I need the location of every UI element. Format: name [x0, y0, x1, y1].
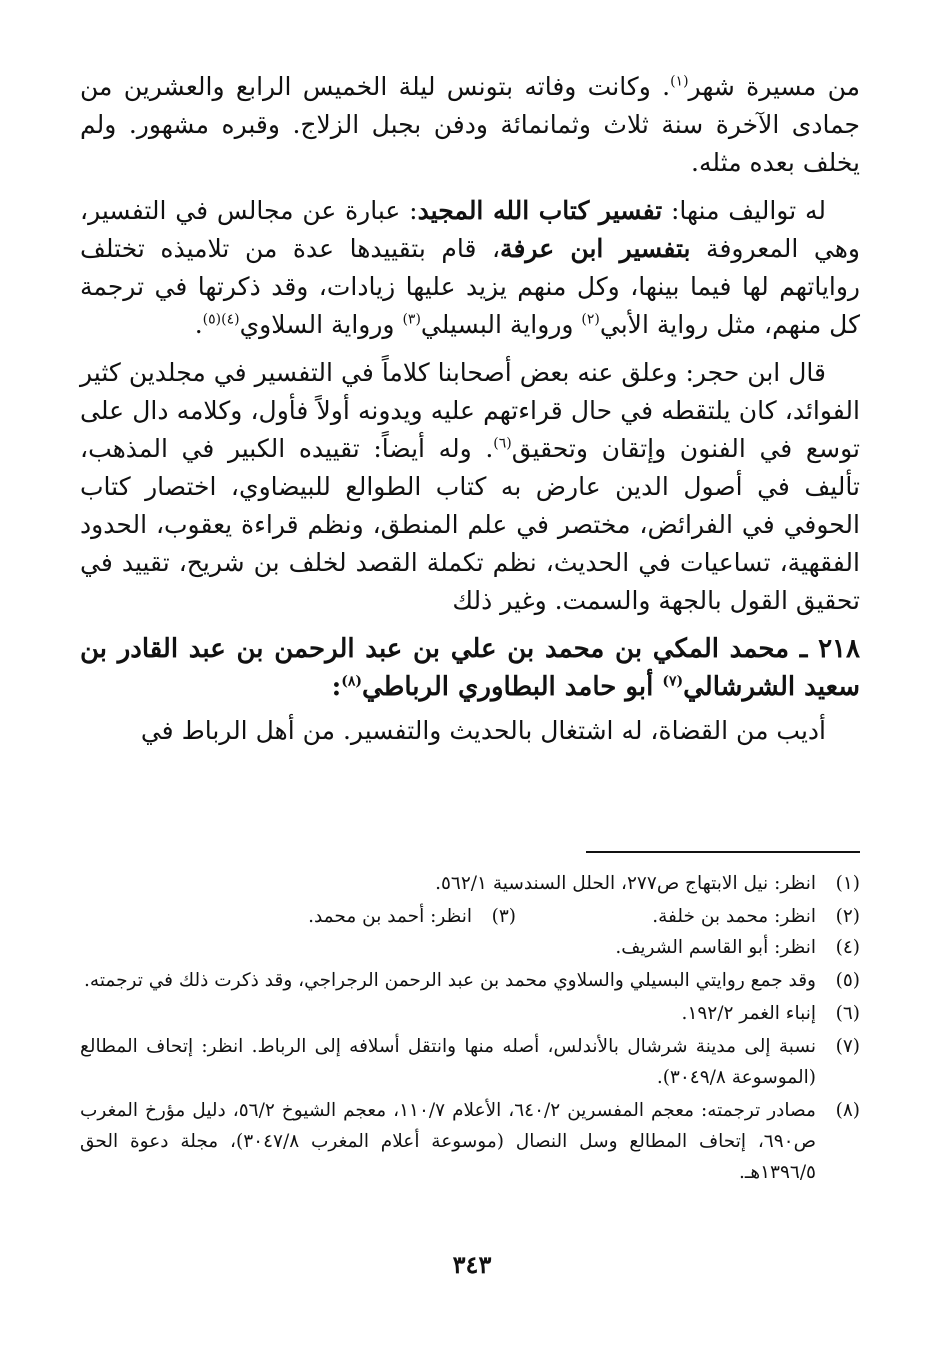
footnote-number: (٨) — [835, 1100, 860, 1121]
paragraph-1 — [80, 68, 860, 182]
text-run: ورواية السلاوي — [239, 310, 403, 339]
footnote-ref-2[interactable]: (٢) — [581, 311, 600, 328]
text-run: . وله أيضاً: تقييده الكبير في المذهب، تأليف في أصول الدين عارض به كتاب الطوالع للبيضاوي، اختصار كتاب الحوفي في الفرائض، مختصر في علم المنطق، ونظم قراءة يعقوب، الحدود الفقهية، تساعيات في الحديث، نظم تكملة القصد لخلف بن شريح، تقييد في تحقيق القول بالجهة والسمت. وغير ذلك — [80, 434, 860, 615]
text-run: ٢١٨ ـ محمد المكي بن محمد بن علي بن عبد الرحمن بن عبد القادر بن سعيد الشرشالي — [80, 634, 860, 702]
text-run: ورواية البسيلي — [420, 310, 582, 339]
footnote-text: انظر: محمد بن خلفة. — [652, 906, 816, 927]
text-run: أبو حامد البطاوري الرباطي — [361, 672, 663, 702]
text-run: له تواليف منها: — [662, 196, 826, 225]
text-run: قال ابن حجر: وعلق عنه بعض أصحابنا كلاماً في التفسير في مجلدين كثير الفوائد، كان يلتقطه في حال قراءتهم عليه ويدونه أولاً فأول، وكلامه دال على توسع في الفنون وإتقان وتحقيق — [80, 358, 860, 463]
footnote-5 — [80, 965, 860, 996]
entry-heading-218 — [80, 630, 860, 706]
footnote-text: انظر: نيل الابتهاج ص٢٧٧، الحلل السندسية ٥٦٢/١. — [435, 873, 816, 894]
footnote-number: (٦) — [835, 1003, 860, 1024]
footnote-separator — [586, 851, 860, 853]
text-run: : — [331, 672, 342, 702]
main-text — [80, 68, 860, 760]
footnote-ref-7[interactable]: (٧) — [662, 673, 684, 690]
footnote-text: مصادر ترجمته: معجم المفسرين ٦٤٠/٢، الأعلام ١١٠/٧، معجم الشيوخ ٥٦/٢، دليل مؤرخ المغرب ص٦٩٠، إتحاف المطالع وسل النصال (موسوعة أعلام المغرب ٣٠٤٧/٨)، مجلة دعوة الحق ١٣٩٦/٥هـ. — [80, 1100, 816, 1183]
footnote-ref-8[interactable]: (٨) — [341, 673, 362, 690]
footnote-3 — [172, 901, 516, 932]
text-run: أديب من القضاة، له اشتغال بالحديث والتفسير. من أهل الرباط في — [140, 716, 826, 745]
footnote-8 — [80, 1095, 860, 1188]
paragraph-4 — [80, 712, 860, 750]
footnote-text: نسبة إلى مدينة شرشال بالأندلس، أصله منها وانتقل أسلافه إلى الرباط. انظر: إتحاف المطالع (الموسوعة ٣٠٤٩/٨). — [80, 1036, 816, 1088]
footnote-text: انظر: أبو القاسم الشريف. — [615, 937, 816, 958]
paragraph-2 — [80, 192, 860, 344]
page-number: ٣٤٣ — [452, 1250, 492, 1279]
book-title: تفسير كتاب الله المجيد — [417, 196, 663, 225]
footnote-number: (١) — [835, 873, 860, 894]
footnote-number: (٢) — [835, 906, 860, 927]
footnotes — [80, 868, 860, 1190]
text-run: : عبارة عن مجالس في التفسير، وهي المعروفة — [80, 196, 861, 263]
text-run: من مسيرة شهر — [688, 72, 860, 101]
book-title-alt: بتفسير ابن عرفة — [500, 234, 691, 263]
footnote-ref-6[interactable]: (٦) — [493, 435, 512, 452]
text-run: . وكانت وفاته بتونس ليلة الخميس الرابع والعشرين من جمادى الآخرة سنة ثلاث وثمانمائة ودفن بجبل الزلاج. وقبره مشهور. ولم يخلف بعده مثله. — [80, 72, 860, 177]
footnote-2 — [516, 901, 860, 932]
footnote-ref-3[interactable]: (٣) — [402, 311, 421, 328]
text-run: ، قام بتقييدها عدة من تلاميذه تختلف رواياتهم لها فيما بينها، وكل منهم يزيد عليها زيادات، وقد ذكرتها في ترجمة كل منهم، مثل رواية الأبي — [80, 234, 860, 339]
footnote-2-3 — [80, 901, 860, 932]
footnote-number: (٣) — [491, 906, 516, 927]
paragraph-3 — [80, 354, 860, 620]
footnote-text: إنباء الغمر ١٩٢/٢. — [681, 1003, 816, 1024]
footnote-text: انظر: أحمد بن محمد. — [308, 906, 472, 927]
footnote-1 — [80, 868, 860, 899]
footnote-ref-4-5[interactable]: (٤)(٥) — [202, 311, 240, 328]
footnote-text: وقد جمع روايتي البسيلي والسلاوي محمد بن عبد الرحمن الرجراجي، وقد ذكرت ذلك في ترجمته. — [84, 970, 816, 991]
footnote-7 — [80, 1031, 860, 1093]
footnote-number: (٤) — [835, 937, 860, 958]
footnote-number: (٥) — [835, 970, 860, 991]
footnote-number: (٧) — [835, 1036, 860, 1057]
footnote-6 — [80, 998, 860, 1029]
footnote-ref-1[interactable]: (١) — [670, 73, 689, 90]
text-run: . — [194, 310, 203, 339]
footnote-4 — [80, 932, 860, 963]
